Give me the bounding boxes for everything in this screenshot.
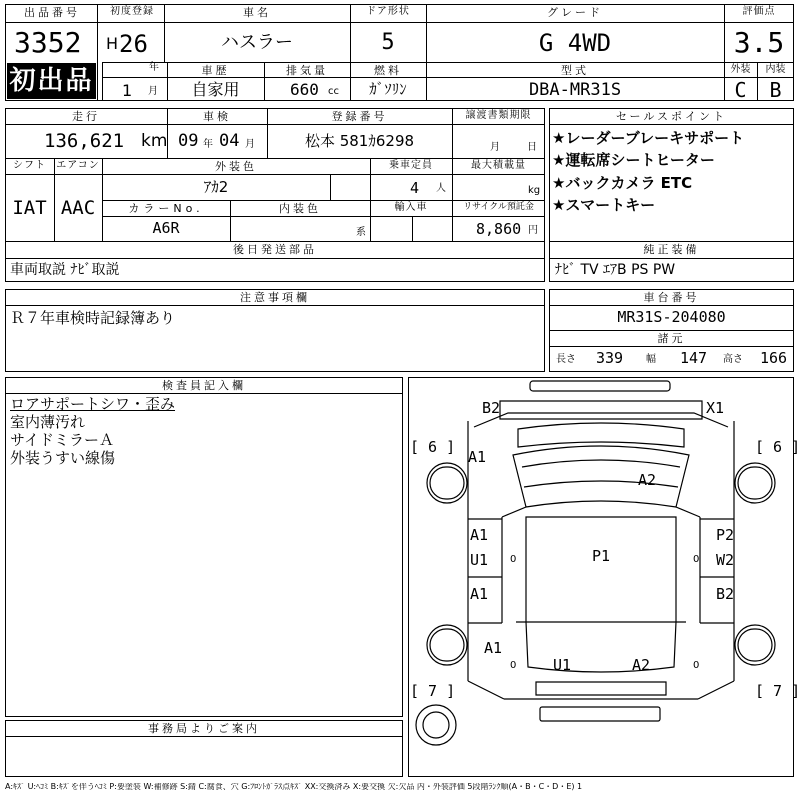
equipment-text: ﾅﾋﾞ TV ｴｱB PS PW: [555, 262, 676, 278]
damage-code: A1: [470, 526, 489, 544]
fuel-label: 燃料: [374, 64, 402, 77]
recycle-label: リサイクル預託金: [463, 202, 534, 212]
zero-mark: 0: [510, 660, 517, 671]
load-unit: kg: [528, 185, 541, 196]
car-name-label: 車名: [243, 6, 271, 19]
damage-code: P1: [592, 547, 611, 565]
width: 147: [680, 349, 708, 367]
tire-depth: [ 6 ]: [755, 438, 800, 456]
length: 339: [596, 349, 624, 367]
inspector-line-4: 外装うすい線傷: [10, 449, 116, 467]
damage-code: A2: [632, 656, 651, 674]
model: DBA-MR31S: [528, 80, 622, 100]
inspector-line-2: 室内薄汚れ: [10, 413, 86, 431]
ext-color-label: 外装色: [215, 160, 257, 173]
shipping-label: 後日発送部品: [233, 243, 317, 256]
ext-grade: C: [734, 78, 747, 102]
car-diagram: [408, 377, 794, 777]
dims-label: 諸元: [657, 332, 686, 345]
reg-month-unit: 月: [148, 86, 158, 97]
color-no: A6R: [152, 219, 180, 237]
notes-text: Ｒ７年車検時記録簿あり: [10, 309, 176, 327]
grade-label: グレード: [547, 6, 603, 19]
damage-code: B2: [716, 585, 735, 603]
sales-point-4: ★スマートキー: [552, 196, 656, 214]
int-label: 内装: [765, 64, 786, 75]
inspection-year: 09: [178, 131, 199, 151]
lot-number: 3352: [14, 26, 82, 59]
sales-point-3: ★バックカメラ ETC: [552, 174, 693, 192]
reg-year: 26: [119, 30, 148, 58]
grade: G 4WD: [538, 29, 612, 57]
inspector-line-3: サイドミラーＡ: [10, 431, 114, 449]
score: 3.5: [733, 26, 785, 59]
damage-code: A1: [470, 585, 489, 603]
office-label: 事務局よりご案内: [148, 722, 260, 735]
history: 自家用: [191, 80, 240, 99]
reg-label: 初度登録: [110, 6, 154, 17]
damage-code: X1: [706, 399, 725, 417]
plate-label: 登録番号: [331, 110, 388, 123]
inspector-label: 検査員記入欄: [162, 379, 246, 392]
width-label: 幅: [646, 354, 656, 365]
history-label: 車歴: [201, 64, 230, 77]
zero-mark: 0: [693, 554, 700, 565]
door-label: ドア形状: [366, 6, 410, 17]
damage-code: A1: [468, 448, 487, 466]
mileage-label: 走行: [72, 110, 100, 123]
lot-label: 出品番号: [24, 6, 80, 19]
inspection-year-unit: 年: [203, 139, 213, 150]
ext-label: 外装: [730, 64, 751, 75]
length-label: 長さ: [556, 354, 576, 365]
transfer-day: 日: [527, 142, 537, 153]
height: 166: [760, 349, 788, 367]
damage-code: A2: [638, 471, 657, 489]
recycle: 8,860: [476, 220, 522, 238]
reg-month: 1: [122, 81, 133, 100]
sales-label: セールスポイント: [615, 110, 727, 123]
car-name: ハスラー: [221, 32, 293, 53]
int-color-unit: 系: [356, 227, 366, 238]
notes-label: 注意事項欄: [240, 291, 310, 304]
ac: AAC: [60, 197, 96, 219]
tire-depth: [ 7 ]: [410, 682, 456, 700]
damage-code: U1: [553, 656, 572, 674]
reg-year-unit: 年: [149, 62, 159, 73]
zero-mark: 0: [510, 554, 517, 565]
legend: A:ｷｽﾞ U:ﾍｺﾐ B:ｷｽﾞを伴うﾍｺﾐ P:要塗装 W:補修跡 S:錆 C:腐食、穴 G:ﾌﾛﾝﾄｶﾞﾗｽ点ｷｽﾞ XX:交換済み X:要交換 欠:欠品 内・外装評価 5段階ﾗﾝｸ順(A・B・C・D・E) 1: [5, 783, 583, 791]
sales-point-1: ★レーダーブレーキサポート: [552, 129, 745, 147]
damage-code: U1: [470, 551, 489, 569]
chassis-label: 車台番号: [643, 291, 700, 304]
recycle-unit: 円: [528, 225, 538, 236]
damage-code: B2: [482, 399, 501, 417]
damage-code: A1: [484, 639, 503, 657]
color-no-label: カラーNo.: [128, 202, 204, 215]
inspection-month: 04: [219, 131, 240, 151]
shipping-text: 車両取説 ﾅﾋﾞ取説: [10, 262, 120, 278]
load-label: 最大積載量: [471, 160, 526, 171]
plate: 松本 581ｶ6298: [304, 132, 415, 150]
sales-point-2: ★運転席シートヒーター: [552, 151, 715, 169]
damage-code: W2: [716, 551, 735, 569]
int-grade: B: [769, 78, 782, 102]
chassis-number: MR31S-204080: [617, 308, 726, 326]
tire-depth: [ 6 ]: [410, 438, 456, 456]
shift: IAT: [12, 197, 47, 219]
doors: 5: [381, 30, 395, 55]
displacement-label: 排気量: [286, 64, 328, 77]
transfer-month: 月: [490, 142, 500, 153]
import-label: 輸入車: [394, 202, 428, 213]
transfer-label: 譲渡書類期限: [465, 110, 532, 121]
int-color-label: 内装色: [279, 202, 321, 215]
model-label: 型式: [561, 64, 589, 77]
displacement-unit: cc: [328, 86, 339, 97]
reg-era: H: [106, 34, 119, 53]
score-label: 評価点: [742, 6, 776, 17]
ac-label: エアコン: [56, 160, 100, 171]
height-label: 高さ: [723, 354, 743, 365]
capacity-label: 乗車定員: [389, 160, 433, 171]
mileage-unit: km: [141, 131, 168, 151]
damage-code: P2: [716, 526, 735, 544]
ext-color: ｱｶ2: [203, 178, 229, 196]
shift-label: シフト: [13, 160, 46, 171]
first-listing-badge: 初出品: [7, 63, 96, 99]
inspection-month-unit: 月: [245, 139, 255, 150]
mileage: 136,621: [44, 130, 125, 152]
zero-mark: 0: [693, 660, 700, 671]
capacity: 4: [410, 179, 420, 197]
inspector-line-1: ロアサポートシワ・歪み: [10, 395, 176, 413]
equipment-label: 純正装備: [643, 243, 700, 256]
tire-depth: [ 7 ]: [755, 682, 800, 700]
displacement: 660: [290, 80, 319, 99]
fuel: ｶﾞｿﾘﾝ: [369, 80, 407, 98]
inspection-label: 車検: [203, 110, 231, 123]
capacity-unit: 人: [436, 183, 446, 194]
